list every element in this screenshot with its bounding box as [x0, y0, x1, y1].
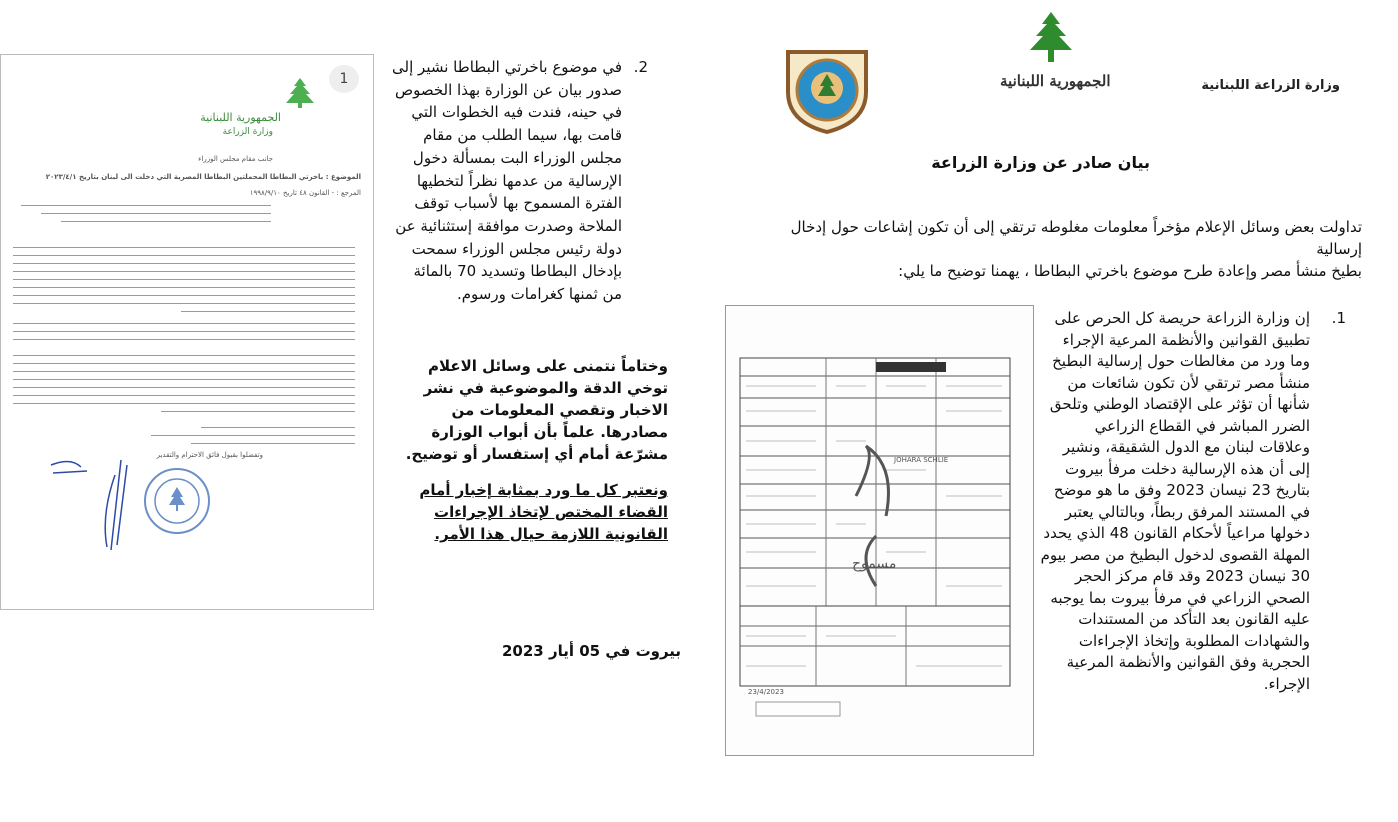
scanned-manifest-image: [725, 305, 1034, 756]
intro-line-2: بطيخ منشأ مصر وإعادة طرح موضوع باخرتي البطاطا ، يهمنا توضيح ما يلي:: [898, 262, 1362, 280]
ministry-name: وزارة الزراعة اللبنانية: [1201, 78, 1340, 93]
point-1: [1040, 308, 1346, 695]
cedar-logo-icon: [283, 77, 317, 109]
stamp-icon: [141, 465, 213, 537]
point-2: [390, 56, 648, 306]
manifest-company: JOHARA SCHLIE: [894, 456, 949, 464]
statement-title: بيان صادر عن وزارة الزراعة: [931, 153, 1150, 172]
point-2-text: في موضوع باخرتي البطاطا نشير إلى صدور بيان عن الوزارة بهذا الخصوص في حينه، فندت فيه الخطوات التي قامت بها، سيما الطلب من مقام مجلس الوزراء البت بمسألة دخول الإرسالية من عدمها نظراً لتخطيها الفترة المسموح بها لأسباب توقف الملاحة وصدرت موافقة إستثنائية عن دولة رئيس مجلس الوزراء سمحت بإدخال البطاطا وتسديد 70 بالمائة من ثمنها كغرامات ورسوم.: [392, 58, 622, 304]
letter-subject: الموضوع : باخرتي البطاطا المحملتين البطاطا المصرية التي دخلت الى لبنان بتاريخ ٢٠٢٣/٤/١: [45, 173, 361, 181]
point-1-number: 1.: [1331, 309, 1346, 327]
letter-addressee: جانب مقام مجلس الوزراء: [198, 155, 273, 163]
letter-ministry: وزارة الزراعة: [222, 127, 273, 137]
letter-closing: وتفضلوا بقبول فائق الاحترام والتقدير: [156, 451, 263, 459]
scanned-letter-image: [0, 54, 374, 610]
legal-notice: ونعتبر كل ما ورد بمثابة إخبار أمام القضاء المختص لإتخاذ الإجراءات القانونية اللازمة حيال هذا الأمر.: [419, 481, 668, 543]
page-number-badge: 1: [329, 65, 359, 93]
point-2-number: 2.: [633, 58, 648, 76]
intro-line-1: تداولت بعض وسائل الإعلام مؤخراً معلومات مغلوطه ترتقي إلى أن تكون إشاعات حول إدخال إرسالية: [790, 218, 1362, 258]
point-1-text: إن وزارة الزراعة حريصة كل الحرص على تطبيق القوانين والأنظمة المرعية الإجراء وما ورد من مغالطات حول إرسالية البطيخ منشأ مصر ترتقي لأن تكون شائعات من شأنها أن تؤثر على الإقتصاد الوطني وتلحق الضرر المباشر في القطاع الزراعي وعلاقات لبنان مع الدول الشقيقة، ونشير إلى أن هذه الإرسالية دخلت مرفأ بيروت بتاريخ 23 نيسان 2023 وفق ما هو موضح في المستند المرفق ربطاً، وبالتالي يعتبر دخولها مراعياً لأحكام القانون 48 الذي يحدد المهلة القصوى لدخول البطيخ من مصر بيوم 30 نيسان 2023 وقد قام مركز الحجر الصحي الزراعي في مرفأ بيروت بما يوجبه عليه القانون بعد التأكد من المستندات والشهادات المطلوبة وإتخاذ الإجراءات الحجرية وفق القوانين والأنظمة المرعية الإجراء.: [1040, 309, 1310, 693]
republic-name: الجمهورية اللبنانية: [1000, 72, 1111, 90]
letter-logo-text: الجمهورية اللبنانية: [200, 111, 281, 124]
manifest-date: 23/4/2023: [748, 688, 784, 696]
closing-paragraph: وختاماً نتمنى على وسائل الاعلام توخي الدقة والموضوعية في نشر الاخبار وتقصي المعلومات من مصادرها. علماً بأن أبواب الوزارة مشرّعة أمام أي إستفسار أو توضيح.: [405, 357, 668, 463]
cedar-emblem-icon: [1018, 10, 1084, 68]
signature-icon: [41, 455, 141, 555]
manifest-handwritten: مسموح: [852, 556, 897, 572]
letter-reference: المرجع : - القانون ٤٨ تاريخ ١٩٩٨/٩/١٠: [249, 189, 361, 197]
closing-section: [396, 355, 668, 559]
date-line: بيروت في 05 أيار 2023: [502, 642, 682, 660]
intro-paragraph: [750, 216, 1362, 282]
ministry-seal-icon: [778, 44, 876, 136]
